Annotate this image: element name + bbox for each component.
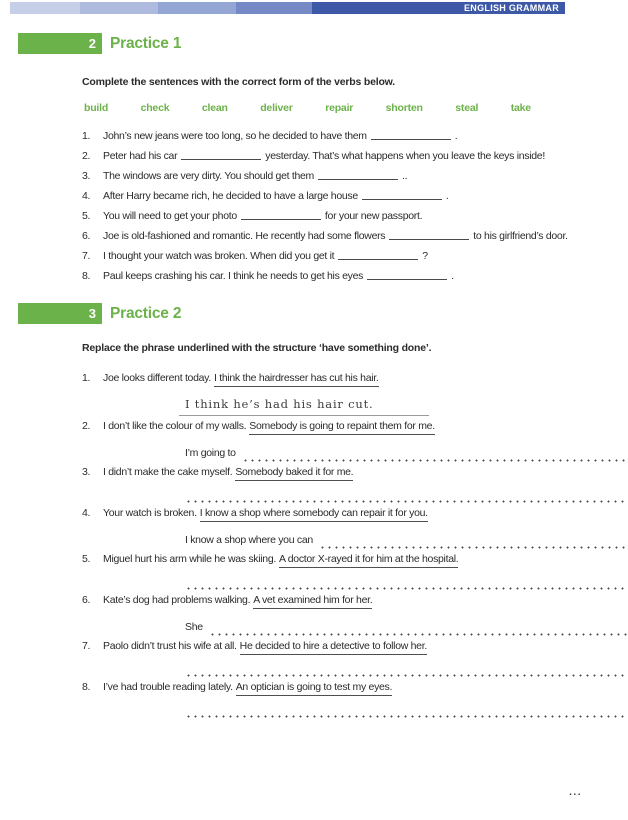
answer-prefix: She <box>185 621 203 633</box>
exercise-item <box>82 246 603 266</box>
exercise-item <box>82 186 603 206</box>
topbar-label: ENGLISH GRAMMAR <box>312 2 565 14</box>
item-text-post: . <box>454 130 458 142</box>
item-lead: Kate’s dog had problems walking. <box>103 594 251 606</box>
item-text <box>103 503 603 523</box>
dotted-line <box>185 664 628 677</box>
practice2-header <box>18 303 628 324</box>
item-number: 8. <box>82 270 91 282</box>
exercise-item <box>82 266 603 286</box>
answer-blank <box>181 149 261 160</box>
item-number: 7. <box>82 640 91 652</box>
item-lead: Paolo didn’t trust his wife at all. <box>103 640 237 652</box>
item-lead: I’ve had trouble reading lately. <box>103 681 233 693</box>
item-number: 4. <box>82 507 91 519</box>
exercise-item <box>82 503 603 523</box>
item-text-pre: Joe is old-fashioned and romantic. He recently had some flowers <box>103 230 386 242</box>
item-number: 1. <box>82 130 91 142</box>
word-bank-item: clean <box>201 102 228 114</box>
item-text <box>103 146 603 166</box>
item-text-post: . <box>445 190 449 202</box>
item-text <box>103 590 603 610</box>
answer-blank <box>389 229 469 240</box>
item-text-post: .. <box>402 170 408 182</box>
item-text <box>103 549 603 569</box>
item-text <box>103 246 603 266</box>
answer-blank <box>338 249 418 260</box>
item-number: 1. <box>82 372 91 384</box>
answer-blank <box>241 209 321 220</box>
answer-prefix: I’m going to <box>185 447 236 459</box>
item-lead: I don’t like the colour of my walls. <box>103 420 247 432</box>
exercise-item <box>82 146 603 166</box>
answer-line <box>185 705 628 718</box>
word-bank-item: repair <box>325 102 354 114</box>
answer-blank <box>318 169 398 180</box>
item-number: 6. <box>82 230 91 242</box>
exercise-item <box>82 590 603 610</box>
item-text <box>103 226 603 246</box>
item-number: 8. <box>82 681 91 693</box>
item-text <box>103 462 603 482</box>
item-text-post: to his girlfriend’s door. <box>473 230 568 242</box>
item-text-pre: The windows are very dirty. You should get them <box>103 170 314 182</box>
item-number: 5. <box>82 553 91 565</box>
dotted-line <box>185 705 628 718</box>
section-title: Practice 2 <box>110 304 182 322</box>
practice2-list <box>82 368 603 718</box>
written-answer: I think he’s had his hair cut. <box>179 397 429 416</box>
underlined-phrase: An optician is going to test my eyes. <box>236 681 392 696</box>
word-bank-item: build <box>84 102 109 114</box>
item-text <box>103 368 603 388</box>
item-text-pre: Paul keeps crashing his car. I think he needs to get his eyes <box>103 270 364 282</box>
underlined-phrase: He decided to hire a detective to follow her. <box>240 640 427 655</box>
word-bank <box>84 102 531 114</box>
dotted-line <box>319 536 628 549</box>
topbar-gradient-segment <box>236 2 312 14</box>
dotted-line <box>185 577 628 590</box>
answer-blank <box>367 269 447 280</box>
practice1-list <box>82 126 603 286</box>
exercise-item <box>82 368 603 388</box>
word-bank-item: shorten <box>385 102 423 114</box>
answer-line <box>185 490 628 503</box>
item-text <box>103 166 603 186</box>
answer-line <box>185 531 628 549</box>
item-text <box>103 186 603 206</box>
item-text <box>103 416 603 436</box>
answer-line <box>185 664 628 677</box>
item-lead: Joe looks different today. <box>103 372 211 384</box>
practice1-instruction: Complete the sentences with the correct form of the verbs below. <box>82 76 395 88</box>
exercise-item <box>82 126 603 146</box>
section-number-badge: 3 <box>18 303 102 324</box>
underlined-phrase: I know a shop where somebody can repair it for you. <box>200 507 428 522</box>
item-text-post: for your new passport. <box>324 210 423 222</box>
underlined-phrase: Somebody baked it for me. <box>235 466 353 481</box>
answer-line <box>185 577 628 590</box>
item-lead: Your watch is broken. <box>103 507 197 519</box>
item-text-post: . <box>451 270 454 282</box>
exercise-item <box>82 226 603 246</box>
item-text <box>103 126 603 146</box>
answer-line <box>185 444 628 462</box>
item-text-pre: John’s new jeans were too long, so he decided to have them <box>103 130 367 142</box>
item-text-pre: Peter had his car <box>103 150 178 162</box>
exercise-item <box>82 636 603 656</box>
answer-prefix: I know a shop where you can <box>185 534 313 546</box>
section-title: Practice 1 <box>110 34 182 52</box>
word-bank-item: check <box>140 102 170 114</box>
item-number: 3. <box>82 170 91 182</box>
underlined-phrase: I think the hairdresser has cut his hair. <box>214 372 379 387</box>
item-number: 4. <box>82 190 91 202</box>
exercise-item <box>82 549 603 569</box>
continuation-ellipsis: ... <box>569 787 582 798</box>
section-number-badge: 2 <box>18 33 102 54</box>
exercise-item <box>82 462 603 482</box>
exercise-item <box>82 206 603 226</box>
exercise-item <box>82 166 603 186</box>
practice1-header <box>18 33 628 54</box>
item-text-post: ? <box>422 250 428 262</box>
topbar-gradient-segment <box>158 2 236 14</box>
exercise-item <box>82 677 603 697</box>
item-text-post: yesterday. That’s what happens when you leave the keys inside! <box>265 150 545 162</box>
dotted-line <box>242 449 628 462</box>
topbar-gradient-segment <box>10 2 80 14</box>
item-number: 2. <box>82 420 91 432</box>
item-number: 2. <box>82 150 91 162</box>
underlined-phrase: A vet examined him for her. <box>253 594 372 609</box>
item-lead: I didn’t make the cake myself. <box>103 466 233 478</box>
answer-blank <box>362 189 442 200</box>
word-bank-item: take <box>510 102 531 114</box>
item-text <box>103 677 603 697</box>
item-number: 7. <box>82 250 91 262</box>
word-bank-item: steal <box>455 102 479 114</box>
item-text <box>103 266 603 286</box>
item-lead: Miguel hurt his arm while he was skiing. <box>103 553 276 565</box>
item-number: 6. <box>82 594 91 606</box>
item-text-pre: I thought your watch was broken. When did you get it <box>103 250 335 262</box>
answer-line <box>185 618 628 636</box>
underlined-phrase: A doctor X-rayed it for him at the hospital. <box>279 553 458 568</box>
exercise-item <box>82 416 603 436</box>
item-text-pre: After Harry became rich, he decided to have a large house <box>103 190 358 202</box>
practice2-instruction: Replace the phrase underlined with the structure ‘have something done’. <box>82 342 432 354</box>
topbar-gradient-segment <box>80 2 158 14</box>
item-text <box>103 206 603 226</box>
word-bank-item: deliver <box>260 102 293 114</box>
answer-blank <box>371 129 451 140</box>
item-number: 3. <box>82 466 91 478</box>
dotted-line <box>209 623 628 636</box>
page-top-bar <box>10 2 565 14</box>
underlined-phrase: Somebody is going to repaint them for me. <box>249 420 435 435</box>
item-text <box>103 636 603 656</box>
dotted-line <box>185 490 628 503</box>
item-number: 5. <box>82 210 91 222</box>
item-text-pre: You will need to get your photo <box>103 210 237 222</box>
